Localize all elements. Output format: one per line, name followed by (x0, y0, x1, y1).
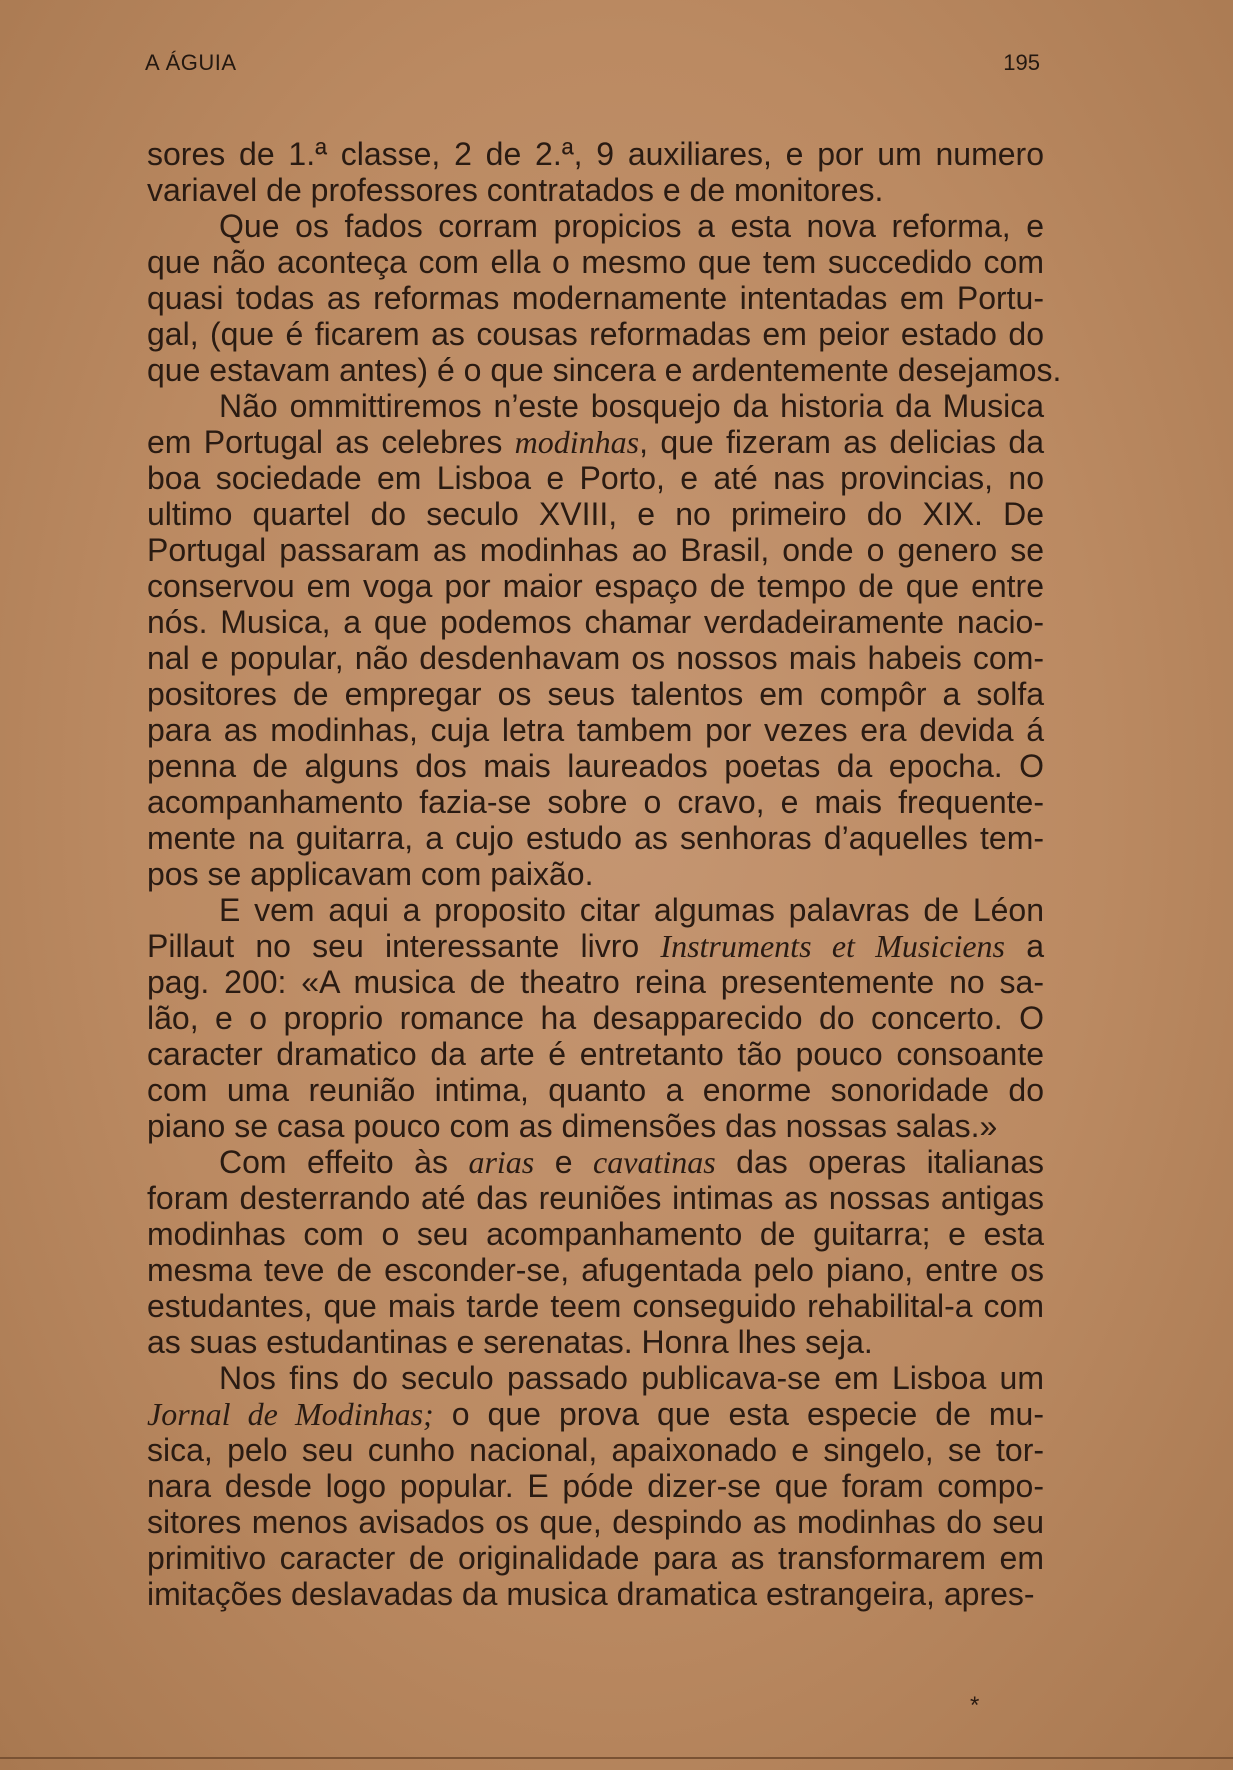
text-line: quasi todas as reformas modernamente intentadas em Portu- (147, 280, 1044, 316)
paragraph (147, 1360, 1044, 1612)
text-line: que estavam antes) é o que sincera e ardentemente desejamos. (147, 352, 1062, 388)
text-line: sica, pelo seu cunho nacional, apaixonado e singelo, se tor- (147, 1432, 1044, 1468)
page-number: 195 (1003, 50, 1040, 75)
text-line: conservou em voga por maior espaço de tempo de que entre (147, 568, 1044, 604)
text-line: gal, (que é ficarem as cousas reformadas em peior estado do (147, 316, 1044, 352)
page-bottom-edge (0, 1757, 1233, 1759)
text-line: Que os fados corram propicios a esta nova reforma, e (219, 208, 1044, 244)
paragraph (147, 208, 1062, 388)
text-line: positores de empregar os seus talentos em compôr a solfa (147, 676, 1044, 712)
text-line: nós. Musica, a que podemos chamar verdadeiramente nacio- (147, 604, 1044, 640)
journal-title: A ÁGUIA (145, 50, 237, 75)
text-line: estudantes, que mais tarde teem conseguido rehabilital-a com (147, 1288, 1044, 1324)
text-line: Jornal de Modinhas; o que prova que esta especie de mu- (147, 1396, 1045, 1432)
text-line: imitações deslavadas da musica dramatica estrangeira, apres- (147, 1576, 1035, 1612)
text-line: acompanhamento fazia-se sobre o cravo, e mais frequente- (147, 784, 1044, 820)
text-line: primitivo caracter de originalidade para as transformarem em (147, 1540, 1044, 1576)
paragraph (147, 388, 1044, 892)
paragraph (147, 892, 1044, 1144)
text-line: ultimo quartel do seculo XVIII, e no primeiro do XIX. De (147, 496, 1044, 532)
text-line: sores de 1.ª classe, 2 de 2.ª, 9 auxiliares, e por um numero (147, 136, 1044, 172)
text-line: para as modinhas, cuja letra tambem por vezes era devida á (147, 712, 1044, 748)
text-line: com uma reunião intima, quanto a enorme sonoridade do (147, 1072, 1044, 1108)
body-text (147, 136, 1062, 1612)
paragraph (147, 1144, 1044, 1360)
text-line: mesma teve de esconder-se, afugentada pelo piano, entre os (147, 1252, 1044, 1288)
text-line: Com effeito às arias e cavatinas das operas italianas (219, 1144, 1045, 1180)
text-line: lão, e o proprio romance ha desapparecido do concerto. O (147, 1000, 1044, 1036)
text-line: caracter dramatico da arte é entretanto tão pouco consoante (147, 1036, 1044, 1072)
text-line: pag. 200: «A musica de theatro reina presentemente no sa- (147, 964, 1044, 1000)
text-line: mente na guitarra, a cujo estudo as senhoras d’aquelles tem- (147, 820, 1044, 856)
text-line: piano se casa pouco com as dimensões das nossas salas.» (147, 1108, 998, 1144)
text-line: Pillaut no seu interessante livro Instruments et Musiciens a (147, 928, 1045, 964)
text-line: que não aconteça com ella o mesmo que tem succedido com (147, 244, 1044, 280)
text-line: boa sociedade em Lisboa e Porto, e até nas provincias, no (147, 460, 1044, 496)
running-head (145, 50, 1040, 86)
text-line: Portugal passaram as modinhas ao Brasil, onde o genero se (147, 532, 1044, 568)
text-line: penna de alguns dos mais laureados poetas da epocha. O (147, 748, 1044, 784)
paragraph (147, 136, 1044, 208)
text-line: as suas estudantinas e serenatas. Honra lhes seja. (147, 1324, 873, 1360)
text-line: pos se applicavam com paixão. (147, 856, 594, 892)
text-line: Nos fins do seculo passado publicava-se em Lisboa um (219, 1360, 1044, 1396)
text-line: modinhas com o seu acompanhamento de guitarra; e esta (147, 1216, 1044, 1252)
text-line: nal e popular, não desdenhavam os nossos mais habeis com- (147, 640, 1044, 676)
text-line: E vem aqui a proposito citar algumas palavras de Léon (219, 892, 1044, 928)
text-line: sitores menos avisados os que, despindo as modinhas do seu (147, 1504, 1044, 1540)
text-line: foram desterrando até das reuniões intimas as nossas antigas (147, 1180, 1044, 1216)
signature-mark: * (970, 1692, 980, 1719)
text-line: variavel de professores contratados e de monitores. (147, 172, 884, 208)
text-line: em Portugal as celebres modinhas, que fizeram as delicias da (147, 424, 1045, 460)
text-line: nara desde logo popular. E póde dizer-se que foram compo- (147, 1468, 1044, 1504)
text-line: Não ommittiremos n’este bosquejo da historia da Musica (219, 388, 1044, 424)
